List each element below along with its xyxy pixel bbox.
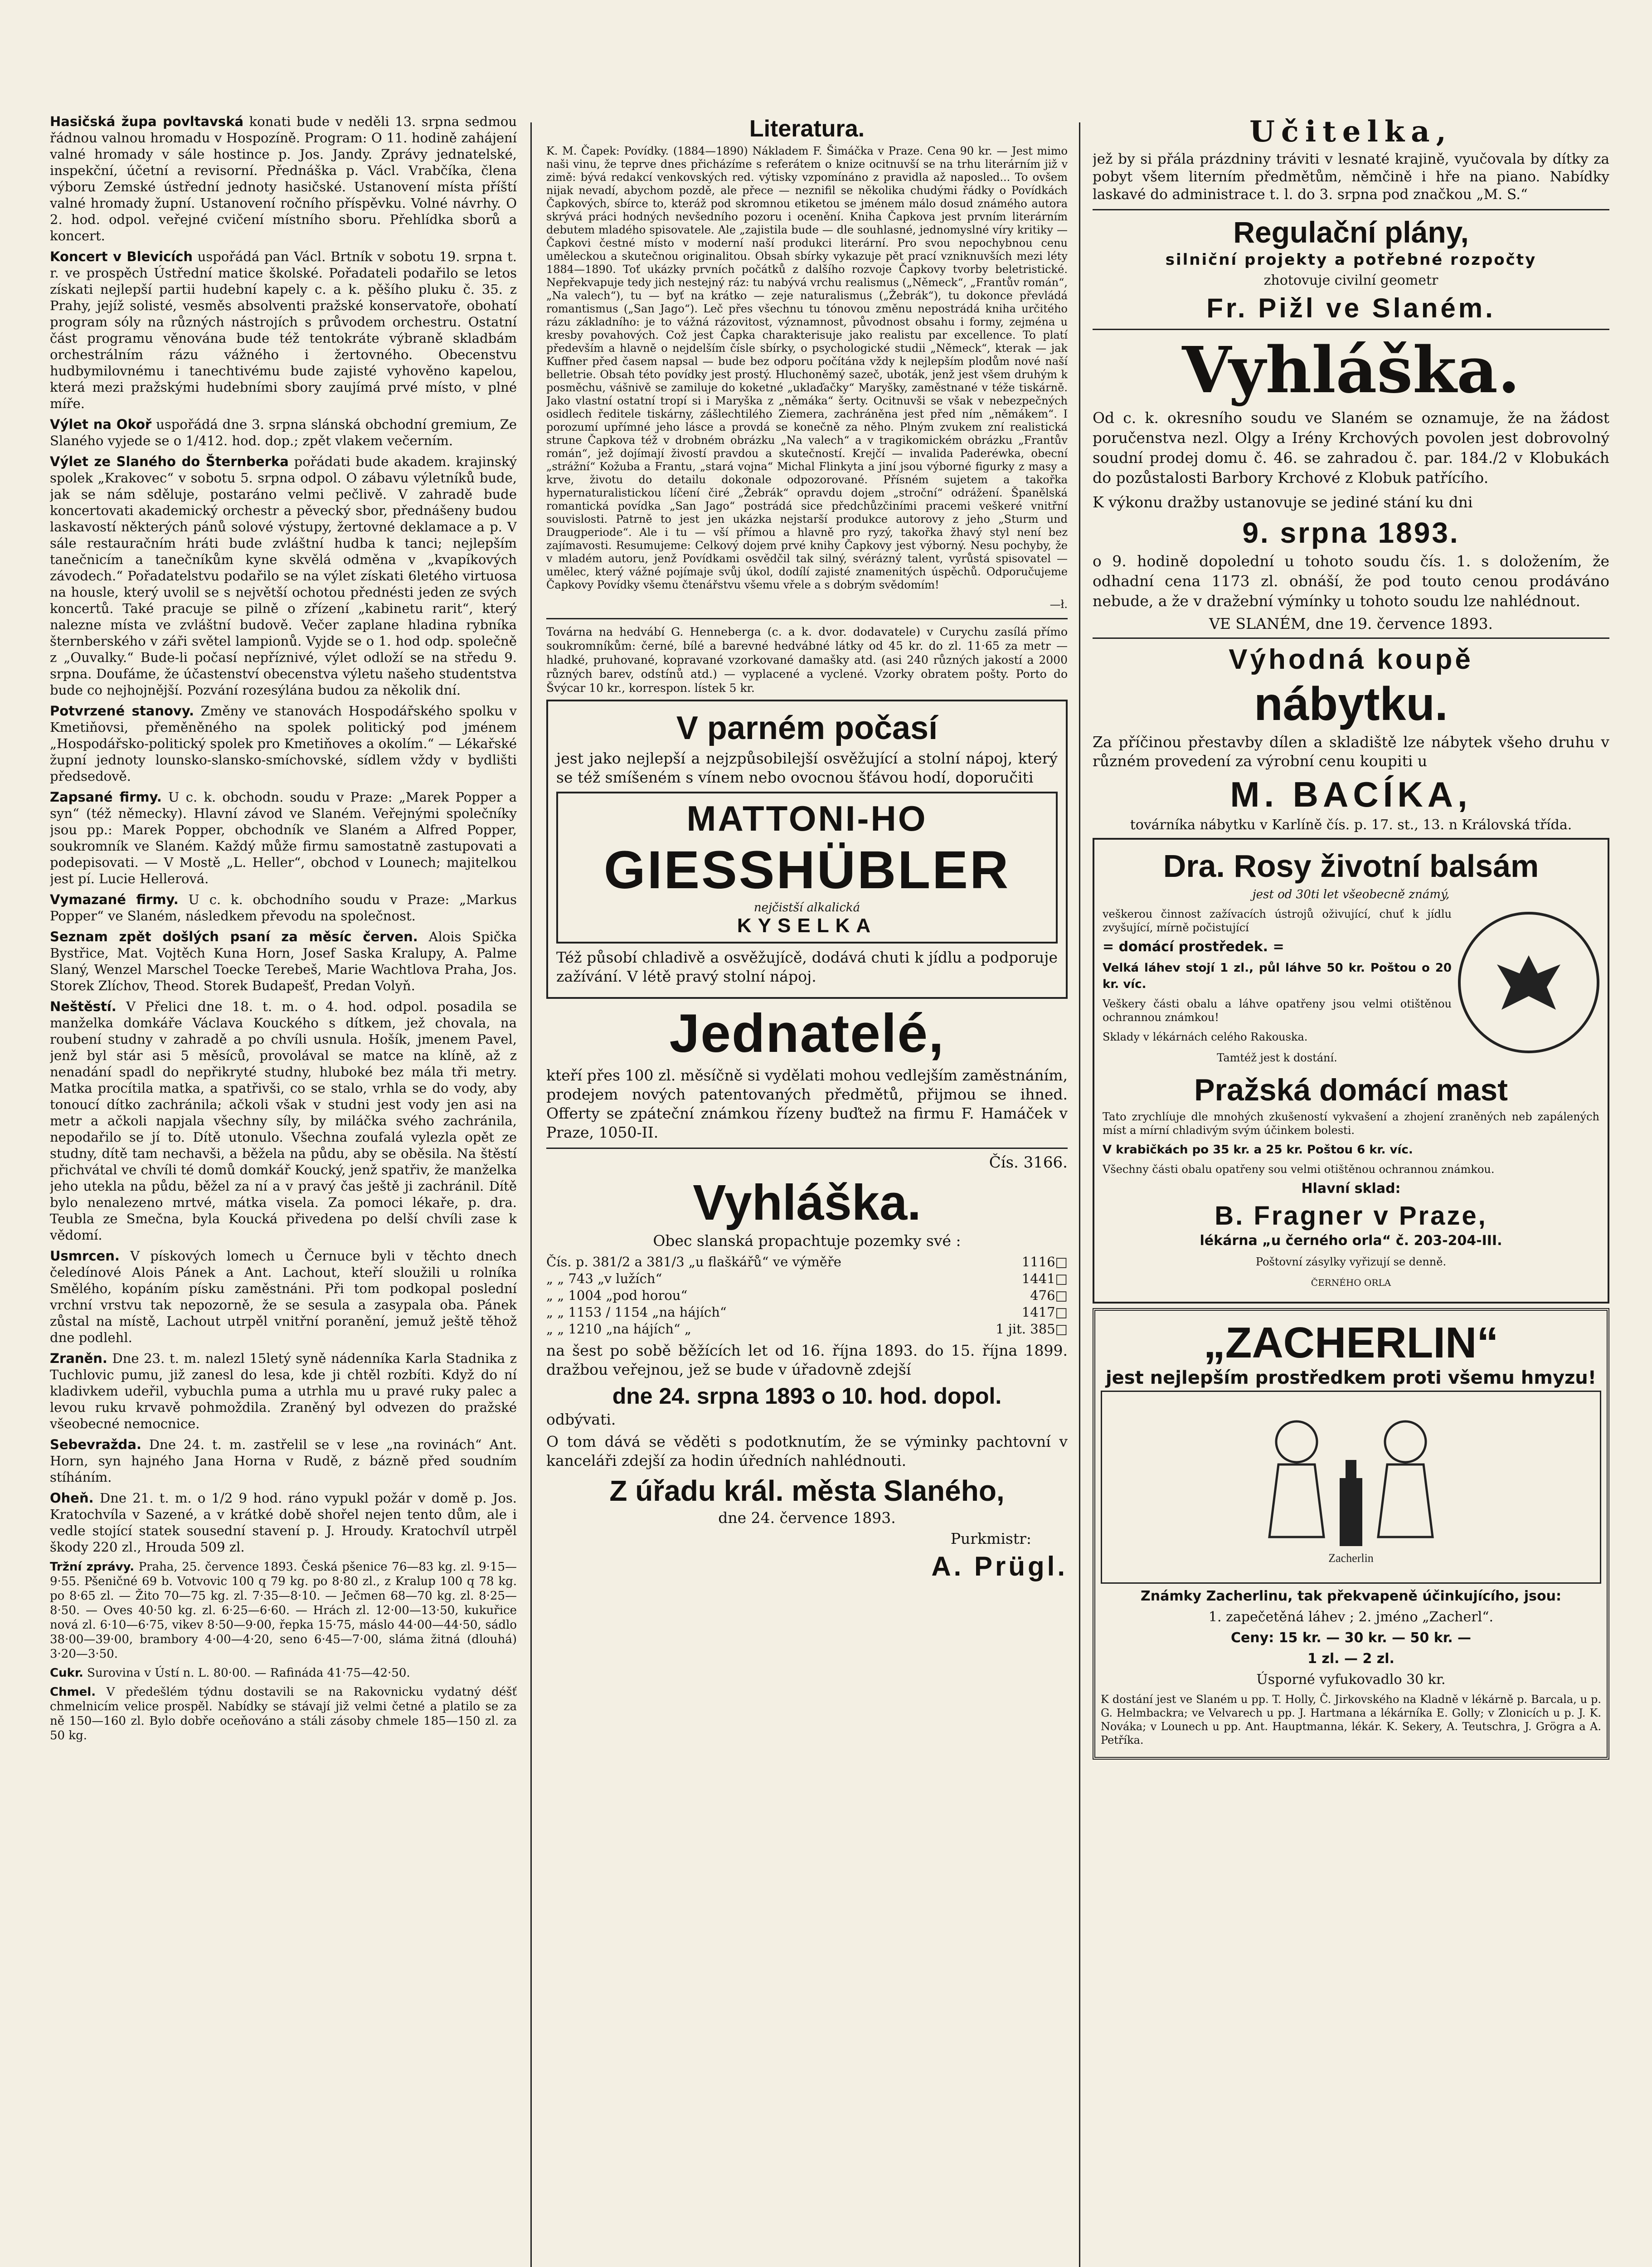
parcel-area: 1 jit. 385□ <box>996 1321 1068 1337</box>
zacherlin-prices2: 1 zl. — 2 zl. <box>1307 1650 1394 1667</box>
mayor-name: A. Prügl. <box>931 1551 1068 1581</box>
zacherlin-title: „ZACHERLIN“ <box>1203 1318 1499 1367</box>
mattoni-logo-line4: nejčistší alkalická <box>753 901 860 915</box>
notice-title: Vyhláška. <box>693 1175 921 1231</box>
news-text: Praha, 25. července 1893. Česká pšenice 76—83 kg. zl. 9·15—9·55. Pšeničné 69 b. Votvovic 100 q 79 kg. po 8·80 zl., z Kralup 100 q 78 kg. po 8·65 zl. — Žito 70—75 kg. zl. 7·35—8·10. — Ječmen 68—70 kg. zl. 8·25—8·50. — Oves 40·50 kg. zl. 6·25—6·60. — Hrách zl. 12·00—13·50, kukuřice nová zl. 6·10—6·75, vikev 8·50—9·00, řepka 15·75, máslo 44·00—44·50, sádlo 38·00—39·00, brambory 4·00—4·20, seno 6·45—7·00, sláma žitná (dlouhá) 3·20—3·50. <box>50 1560 517 1661</box>
news-item <box>50 929 517 994</box>
news-text: V předešlém týdnu dostavili se na Rakovnicku vydatný déšť chmelnicím velice prospěl. Nabídky se stávají již velmi četné a platilo se za ně 150—160 zl. Bylo dobře oceňováno a stáli zásoby chmele 185—150 zl. za 50 kg. <box>50 1685 517 1742</box>
court-notice-text3: o 9. hodině dopolední u tohoto soudu čís. 1. s doložením, že odhadní cena 1173 zl. obnáší, že pod touto cenou prodáváno nebude, a že v dražební výmínky u tohoto soudu lze nahlédnout. <box>1093 552 1609 610</box>
parcel-label: „ „ 1004 „pod horou“ <box>546 1288 688 1304</box>
news-item <box>50 453 517 698</box>
news-text: uspořádá dne 3. srpna slánská obchodní gremium, Ze Slaného vyjede se o 1/412. hod. dop.; zpět vlakem večerním. <box>50 417 517 448</box>
mattoni-logo-line2: GIESSHÜBLER <box>603 840 1011 900</box>
parcel-area: 476□ <box>1030 1288 1068 1304</box>
notice-text2: odbývati. <box>546 1411 616 1429</box>
ointment-price: V krabičkách po 35 kr. a 25 kr. Poštou 6 kr. víc. <box>1103 1143 1413 1157</box>
ointment-text: Tato zrychlíuje dle mnohých zkušeností vykvašení a zhojení zraněných neb zapálených míst a mírní chladivým svým účinkem bolesti. <box>1103 1110 1599 1137</box>
news-text: uspořádá pan Václ. Brtník v sobotu 19. srpna t. r. ve prospěch Ústřední matice školské. Pořadateli podařilo se letos získati nejlepší partii hudební kapely c. a k. pěšího pluku č. 35. z Prahy, jejíž solisté, vesměs absolventi pražské konservatoře, obohatí program sóly na různých nástrojích s průvodem orchestru. Ostatní část programu věnována bude též tentokráte výbraně skladbám orchestrálním rázu vážného i žertovného. Obecenstvu hudbymilovnému i tanechtivému bude zajisté vyhověno kapelou, která mezi pražskými hudebními sbory zaujímá prvé místo, v plné míře. <box>50 249 517 411</box>
mattoni-logo-line3: KYSELKA <box>737 915 877 937</box>
notice-text3: O tom dává se věděti s podotknutím, že se výminky pachtovní v kanceláři zdejší za hodin úředních nahlédnouti. <box>546 1433 1068 1470</box>
news-text: Alois Spička Bystřice, Mat. Vojtěch Kuna Horn, Josef Saska Kralupy, A. Palme Slaný, Wenzel Marschel Toecke Terebeš, Marie Wachtlova Praha, Jos. Storek Zlíchov, Theod. Storek Budapešť, Predan Volyň. <box>50 929 517 993</box>
news-item <box>50 248 517 412</box>
literature-signature: —ł. <box>1050 598 1068 611</box>
news-heading: Potvrzené stanovy. <box>50 703 194 719</box>
mattoni-ad <box>546 700 1068 999</box>
parcel-row <box>546 1321 1068 1338</box>
geometer-ad-line2: zhotovuje civilní geometr <box>1263 272 1438 288</box>
news-item <box>50 1666 517 1680</box>
teacher-ad-title: Učitelka, <box>1249 115 1453 149</box>
news-item <box>50 789 517 887</box>
parcel-label: „ „ 1153 / 1154 „na hájích“ <box>546 1304 727 1320</box>
column-literature-ads <box>546 113 1068 1584</box>
balsam-text: veškerou činnost zažívacích ústrojů oživující, chuť k jídlu zvyšující, mírně počistující <box>1103 907 1452 934</box>
news-heading: Výlet ze Slaného do Šternberka <box>50 454 289 469</box>
teacher-ad-text: jež by si přála prázdniny tráviti v lesnaté krajině, vyučovala by dítky za pobyt všem literním předmětům, němčině i hře na piano. Nabídky laskavé do administrace t. l. do 3. srpna pod značkou „M. S.“ <box>1093 151 1609 203</box>
geometer-name: Fr. Pižl ve Slaném. <box>1206 292 1496 323</box>
literature-review: K. M. Čapek: Povídky. (1884—1890) Nákladem F. Šimáčka v Praze. Cena 90 kr. — Jest mimo naši vinu, že teprve dnes přicházíme s referátem o knize ocitnuvší se na trhu literárním již v zimě: bývá redakcí venkovských red. výtisky vzpomínáno z pravidla až naposled... To ovšem nijak nevadí, abychom pozdě, ale přece — neznifil se několika chudými řádky o Povídkách Čapkových, sbírce to, kteráž pod skromnou etiketou se jménem málo dosud známého autora skrývá práci hodných nevšedního pozoru i ocenění. Kniha Čapkova jest prvním literárním debutem mladého spisovatele. Ale „zajistila bude — dle souhlasné, jednomyslné víry kritiky — Čapkovi čestné místo v moderní naší produkci literární. Pro svou nepochybnou cenu uměleckou a skutečnou originalitou. Obsah sbírky vykazuje pět prací vzniknuvších mezi léty 1884—1890. Toť ukázky prvních počátků z dalšího rozvoje Čapkovy tvorby beletristické. Nepřekvapuje tedy jich nestejný ráz: tu nabývá vrchu realismus („Německ“, „Frantův román“, „Na valech“), tu — byť na krátko — zeje naturalismus („Žebrák“), tu dokonce převládá romantismus („San Jago“). Leč přes všechnu tu tónovou změnu nepostrádá kniha určitého rázu základního: je to vážná rázovitost, významnost, původnost obsahu i formy, zejména u kresby povahových. Což jest Čapka charakterisuje jako realistu par excellence. To platí především a hlavně o nejdelším čísle sbírky, o psychologické studii „Německ“, kterak — jak Kuffner před časem napsal — bude bez odporu počítána vždy k nejlepším plodům nové naší belletrie. Obsah této povídky jest prostý. Hluchoněmý sazeč, uboták, jenž jest všem druhým k posměchu, vášnivě se zamiluje do koketné „uklaďačky“ Maryšky, zaměstnané v téže tiskárně. Jako vlastní ostatní tropí si i Maryška z „němáka“ šerty. Ocitnuvši se však v nebezpečných osidlech ředitele tiskárny, zášlechtilého Ziemera, zachráněna jest před ním „němákem“. I porozumí upřímné jeho lásce a provdá se konečně za něho. Plným zvukem zní realistická strune Čapkova též v drobném obrázku „Na valech“ a v tragikomickém obrázku „Frantův román“, jež dojímají živostí pravdou a skutečností. Krejčí — invalida Paderéwka, obecní „strážní“ Kožuba a Frantu, „stará vojna“ Michal Flinkyta a jiní jsou výborné figurky z masy a krve, životu do detailu dokonale odpozorované. Přísném sujetem a takořka hypernaturalistickou líčení čiré „Žebrák“ opravdu dojem „stroční“ odrážení. Španělská romantická povídka „San Jago“ postrádá sice předchůzčiními pracemi veškeré vnitřní souvislosti. Patrně to jest jen ukázka nejstarší produkce autorovy z jeho „Sturm und Draugperiode“. Ale i tu — vší přímou a hlavně pro ryzý, takořka žhavý styl není bez zajímavosti. Resumujeme: Celkový dojem prvé knihy Čapkovy jest výborný. Nesu pochyby, že v mladém autoru, jenž Povídkami osvědčil tak silný, svérázný talent, vyrůstá spisovatel — umělec, který vážné pojímaje svůj úkol, dodílí zajisté znamenitých úspěchů. Odporučujeme Čapkovy Povídky všemu čtenářstvu všemu vřele a s dobrým svědomím! <box>546 145 1068 592</box>
notice-number: Čís. 3166. <box>989 1153 1068 1172</box>
parcel-row <box>546 1254 1068 1270</box>
agents-ad-text: kteří přes 100 zl. měsíčně si vydělati mohou vedlejším zaměstnáním, prodejem nových patentovaných předmětů, přijmou se ihned. Offerty se zpáteční známkou řízeny buďtež na firmu F. Hamáček v Praze, 1050-II. <box>546 1066 1068 1142</box>
parcel-label: „ „ 1210 „na hájích“ „ <box>546 1321 691 1337</box>
parcel-list <box>546 1254 1068 1338</box>
news-item <box>50 1436 517 1485</box>
column-divider <box>1079 122 1080 2267</box>
mattoni-ad-title: V parném počasí <box>676 710 938 747</box>
parcel-row <box>546 1304 1068 1321</box>
main-store-address: lékárna „u černého orla“ č. 203-204-III. <box>1200 1233 1502 1249</box>
notice-issuer: Z úřadu král. města Slaného, <box>609 1474 1005 1508</box>
zacherlin-ad <box>1093 1308 1609 1760</box>
furniture-seller-name: M. BACÍKA, <box>1230 774 1472 814</box>
news-item <box>50 1248 517 1346</box>
divider <box>1093 329 1609 330</box>
ointment-title: Pražská domácí mast <box>1194 1072 1508 1107</box>
ointment-note: Všechny části obalu opatřeny sou velmi otištěnou ochrannou známkou. <box>1103 1163 1495 1176</box>
news-heading: Zapsané firmy. <box>50 789 162 805</box>
parcel-area: 1116□ <box>1021 1254 1068 1270</box>
court-notice-date: 9. srpna 1893. <box>1242 516 1460 549</box>
mayor-label: Purkmistr: <box>950 1529 1031 1547</box>
eagle-icon <box>1483 937 1574 1028</box>
news-heading: Koncert v Blevicích <box>50 249 193 264</box>
parcel-row <box>546 1287 1068 1304</box>
news-heading: Usmrcen. <box>50 1248 120 1264</box>
mattoni-logo-line1: MATTONI-HO <box>686 798 928 839</box>
balsam-ad <box>1093 838 1609 1304</box>
parcel-area: 1441□ <box>1021 1271 1068 1287</box>
literature-heading: Literatura. <box>749 116 865 142</box>
zacherlin-bottle-label: Zacherlin <box>1328 1551 1374 1565</box>
news-item <box>50 1560 517 1661</box>
news-text: U c. k. obchodn. soudu v Praze: „Marek Popper a syn“ (též německy). Hlavní závod ve Slaném. Veřejnými společníky jsou pp.: Marek Popper, obchodník ve Slaném a Alfred Popper, soukromník ve Slaném. Každý může firmu samostatně zastupovati a podepisovati. — V Mostě „L. Heller“, obchod v Lounech; majitelkou jest pí. Lucie Hellerová. <box>50 789 517 886</box>
parcel-label: Čís. p. 381/2 a 381/3 „u flaškářů“ ve výměře <box>546 1254 841 1270</box>
news-text: Dne 23. t. m. nalezl 15letý syně nádenníka Karla Stadnika z Tuchlovic pumu, již zanesl do lesa, kde ji chtěl rozbíti. Když do ní kladivkem udeřil, vybuchla puma a utrhla mu u pravé ruky palec a levou ruku krvavě pohmoždila. Zraněný byl odvezen do pražské všeobecné nemocnice. <box>50 1351 517 1431</box>
news-text: konati bude v neděli 13. srpna sedmou řádnou valnou hromadu v Hospozíně. Program: O 11. hodině zahájení valné hromady v sále hostince p. Jos. Jandy. Zprávy jednatelské, inspekční, účetní a revisorní. Přednáška p. Václ. Vrabčíka, člena výboru Zemské ústřední jednoty hasičské. Ustanovení místa příští valné hromady župní. Ustanovení ročního příspěvku. Volné návrhy. O 2. hod. odpol. veřejné cvičení místního sboru. Přehlídka sborů a koncert. <box>50 114 517 243</box>
parcel-row <box>546 1270 1068 1287</box>
zacherlin-sprayer: Úsporné vyfukovadlo 30 kr. <box>1256 1671 1446 1688</box>
zacherlin-prices: Ceny: 15 kr. — 30 kr. — 50 kr. — <box>1230 1630 1472 1646</box>
zacherlin-stores: K dostání jest ve Slaném u pp. T. Holly, Č. Jirkovského na Kladně v lékárně p. Barcala, u p. G. Helmbackra; ve Velvarech u pp. J. Hartmana a lékárníka E. Golly; v Zlonicích u p. J. K. Nováka; v Lounech u pp. Ant. Hauptmanna, lékár. K. Sekery, A. Teutschra, J. Grögra a A. Petříka. <box>1101 1693 1601 1746</box>
news-item <box>50 416 517 449</box>
notice-date: dne 24. srpna 1893 o 10. hod. dopol. <box>612 1383 1002 1409</box>
geometer-ad-title: Regulační plány, <box>1233 215 1469 249</box>
news-text: V Přelici dne 18. t. m. o 4. hod. odpol. posadila se manželka domkáře Václava Kouckého s dítkem, jež chovala, na roubení studny v zahradě a po chvíli usnula. Hošík, jmenem Pavel, jenž byl stár asi 5 měsíců, provolával se matce na klíně, až z nenadání spadl do nepřikryté studny, hluboké bez mála tři metry. Matka procítila matka, a spatřivši, co se stalo, vrhla se do vody, aby tonoucí dítko zachránila; ačkoli však v studni jest vody jen asi na metr a ačkoli napjala všechny síly, by miláčka svého zachránila, nepodařilo se jí to. Dítě utonulo. Všechna zoufalá vylezla opět ze studny, dítě tam nechavši, a běžela na půdu, aby se oběsila. Na štěstí přichvátal ve chvíli té domů domkář Koucký, jenž spatřiv, že manželka jeho utekla na půdu, běžel za ní a v pravý čas ještě ji zachránil. Dítě bylo nenalezeno mrtvé, mátka visela. Za pomoci lékaře, p. dra. Teubla ze Smečna, byla Koucká přivedena po delší chvíli zase k vědomí. <box>50 999 517 1243</box>
balsam-text-block <box>1103 907 1452 1070</box>
news-heading: Cukr. <box>50 1666 83 1680</box>
balsam-household: = domácí prostředek. = <box>1103 939 1284 955</box>
column-divider <box>530 122 532 2267</box>
news-heading: Hasičská župa povltavská <box>50 114 244 129</box>
news-heading: Neštěstí. <box>50 999 117 1014</box>
zacherlin-marks: Známky Zacherlinu, tak překvapeně účinkujícího, jsou: <box>1141 1588 1561 1604</box>
news-item <box>50 891 517 924</box>
news-text: Dne 21. t. m. o 1/2 9 hod. ráno vypukl požár v domě p. Jos. Kratochvíla v Sazené, a v krátké době shořel nejen tento dům, ale i vedle stojící statek sousední stavení p. J. Hroudy. Kratochvíl utrpěl škody 220 zl., Hrouda 509 zl. <box>50 1490 517 1555</box>
balsam-title: Dra. Rosy životní balsám <box>1163 848 1539 884</box>
court-notice-title: Vyhláška. <box>1182 333 1520 408</box>
news-text: U c. k. obchodního soudu v Praze: „Markus Popper“ ve Slaném, následkem převodu na společnost. <box>50 892 517 924</box>
news-text: pořádati bude akadem. krajinský spolek „Krakovec“ v sobotu 5. srpna odpol. O zábavu výletníků bude, jak se nám sděluje, postaráno velmi pečlivě. V zahradě bude koncertovati akademický orchestr a pěvecký sbor, přednášeny budou laskavostí některých pánů solové výstupy, žertovné deklamace a p. V sále restauračním hráti bude zvláštní hudba k tanci; nejlepším tanečnicím a tanečníkům kyne skvělá odměna v „kvapíkových závodech.“ Pořadatelstvu podařilo se na výlet získati 6letého virtuosa na housle, který uvolil se s největší ochotou přednésti jeden ze svých koncertů. Také pracuje se pilně o zřízení „kabinetu rarit“, který nalezne místa ve zvláštní budově. Večer zaplane hladina rybníka šternberského v záři světel lampionů. Vyjde se o 1. hod odp. společně z „Ouvalky.“ Bude-li počasí nepříznivé, výlet odloží se na středu 9. srpna. Doufáme, že účastenství obecenstva výletu našeho studentstva bude co nejhojnější. Pozvání rozesýlána budou za několik dní. <box>50 454 517 698</box>
agents-ad-title: Jednatelé, <box>669 1003 945 1064</box>
news-heading: Vymazané firmy. <box>50 892 179 907</box>
newspaper-page <box>50 113 1609 2267</box>
balsam-subtitle: jest od 30ti let všeobecně známý, <box>1252 887 1450 901</box>
news-item <box>50 1685 517 1743</box>
furniture-ad-text: Za příčinou přestavby dílen a skladiště lze nábytek všeho druhu v různém provedení za výrobní cenu koupiti u <box>1093 733 1609 770</box>
silk-ad: Továrna na hedvábí G. Henneberga (c. a k. dvor. dodavatele) v Curychu zasílá přímo soukromníkům: černé, bílé a barevné hedvábné látky od 45 kr. do zl. 11·65 za metr — hladké, pruhované, kopravané vzorkované damašky atd. (asi 240 různých jakostí a 2000 různých barev, odstínů atd.) — vyplacené a vyclené. Vzorky obratem pošty. Porto do Švýcar 10 kr., korrespon. lístek 5 kr. <box>546 625 1068 695</box>
notice-issue-date: dne 24. července 1893. <box>718 1508 896 1527</box>
notice-intro: Obec slanská propachtuje pozemky své : <box>653 1232 961 1250</box>
news-item <box>50 1350 517 1432</box>
divider <box>546 1148 1068 1149</box>
news-item <box>50 1490 517 1555</box>
court-notice-signature: VE SLANÉM, dne 19. července 1893. <box>1209 615 1493 633</box>
court-notice-text2: K výkonu dražby ustanovuje se jediné stání ku dni <box>1093 493 1473 511</box>
mattoni-ad-text: jest jako nejlepší a nejzpůsobilejší osvěžující a stolní nápoj, který se též smíšeném s vínem nebo ovocnou šťávou hodí, doporučiti <box>556 749 1058 787</box>
news-heading: Tržní zprávy. <box>50 1560 135 1574</box>
notice-text: na šest po sobě běžících let od 16. října 1893. do 15. října 1899. dražbou veřejnou, jež se bude v úřadovně zdejší <box>546 1342 1068 1379</box>
balsam-stores: Sklady v lékárnách celého Rakouska. <box>1103 1030 1308 1043</box>
stamp-legend: ČERNÉHO ORLA <box>1311 1277 1391 1289</box>
children-bottle-icon <box>1238 1401 1464 1573</box>
news-item <box>50 703 517 784</box>
parcel-area: 1417□ <box>1021 1304 1068 1320</box>
news-heading: Výlet na Okoř <box>50 417 152 432</box>
zacherlin-subtitle: jest nejlepším prostředkem proti všemu hmyzu! <box>1105 1367 1597 1388</box>
news-text: Surovina v Ústí n. L. 80·00. — Rafináda 41·75—42·50. <box>87 1666 410 1680</box>
balsam-also: Tamtéž jest k dostání. <box>1217 1051 1337 1064</box>
news-text: Změny ve stanovách Hospodářského spolku v Kmetiňovsi, přeměněného na spolek politický pod jménem „Hospodářsko-politický spolek pro Kmetiňoves a okolím.“ — Lékařské župní jednoty lounsko-slansko-smíchovské, sídlem vždy v bydlišti předsedově. <box>50 703 517 784</box>
main-store-label: Hlavní sklad: <box>1301 1180 1401 1197</box>
geometer-ad-line1: silniční projekty a potřebné rozpočty <box>1165 250 1537 269</box>
balsam-note: Veškery části obalu a láhve opatřeny jsou velmi otištěnou ochrannou známkou! <box>1103 997 1452 1024</box>
news-heading: Sebevražda. <box>50 1437 141 1452</box>
news-text: Dne 24. t. m. zastřelil se v lese „na rovinách“ Ant. Horn, syn hajného Jana Horna v Rudě, z bázně před soudním stíháním. <box>50 1437 517 1485</box>
news-item <box>50 113 517 244</box>
main-store-post: Poštovní zásylky vyřizují se denně. <box>1255 1255 1447 1269</box>
zacherlin-illustration <box>1101 1391 1601 1584</box>
balsam-price: Velká láhev stojí 1 zl., půl láhve 50 kr. Poštou o 20 kr. víc. <box>1103 961 1452 991</box>
news-item <box>50 998 517 1243</box>
court-notice-text: Od c. k. okresního soudu ve Slaném se oznamuje, že na žádost poručenstva nezl. Olgy a Irény Krchových povolen jest dobrovolný soudní prodej domu č. 46. se zahradou č. par. 184./2 v Klobukách do pozůstalosti Barbory Krchové z Klobuk patřícího. <box>1093 409 1609 486</box>
mattoni-ad-text2: Též působí chladivě a osvěžujícě, dodává chuti k jídlu a podporuje zažívání. V létě pravý stolní nápoj. <box>556 949 1058 986</box>
main-store-name: B. Fragner v Praze, <box>1215 1201 1487 1231</box>
column-news <box>50 113 517 1747</box>
furniture-seller-address: továrníka nábytku v Karlíně čís. p. 17. st., 13. n Královská třída. <box>1130 817 1572 833</box>
zacherlin-mark1: 1. zapečetěná láhev ; 2. jméno „Zacherl“. <box>1208 1609 1494 1625</box>
news-heading: Oheň. <box>50 1490 94 1506</box>
divider <box>1093 637 1609 639</box>
news-text: V pískových lomech u Černuce byli v těchto dnech čeledínové Alois Pánek a Ant. Lachout, kteří sloužili u rolníka Smělého, kopáním písku zaměstnáni. Při tom podkopal poslední vrchní vrstvu tak nepozorně, že se sesula a zasypala oba. Pánek zůstal na místě, Lachout utrpěl vnitřní poranění, jemuž ještě těhož dne podlehl. <box>50 1248 517 1345</box>
mattoni-logo <box>556 792 1058 944</box>
divider <box>1093 209 1609 210</box>
parcel-label: „ „ 743 „v lužích“ <box>546 1271 662 1287</box>
furniture-ad-title: Výhodná koupě <box>1229 644 1473 676</box>
column-ads <box>1093 113 1609 1764</box>
news-heading: Chmel. <box>50 1685 96 1699</box>
eagle-stamp-icon <box>1458 912 1599 1053</box>
news-heading: Seznam zpět došlých psaní za měsíc červen. <box>50 929 418 944</box>
furniture-ad-title2: nábytku. <box>1254 677 1448 730</box>
balsam-body <box>1103 907 1599 1070</box>
divider <box>546 618 1068 619</box>
news-heading: Zraněn. <box>50 1351 107 1366</box>
